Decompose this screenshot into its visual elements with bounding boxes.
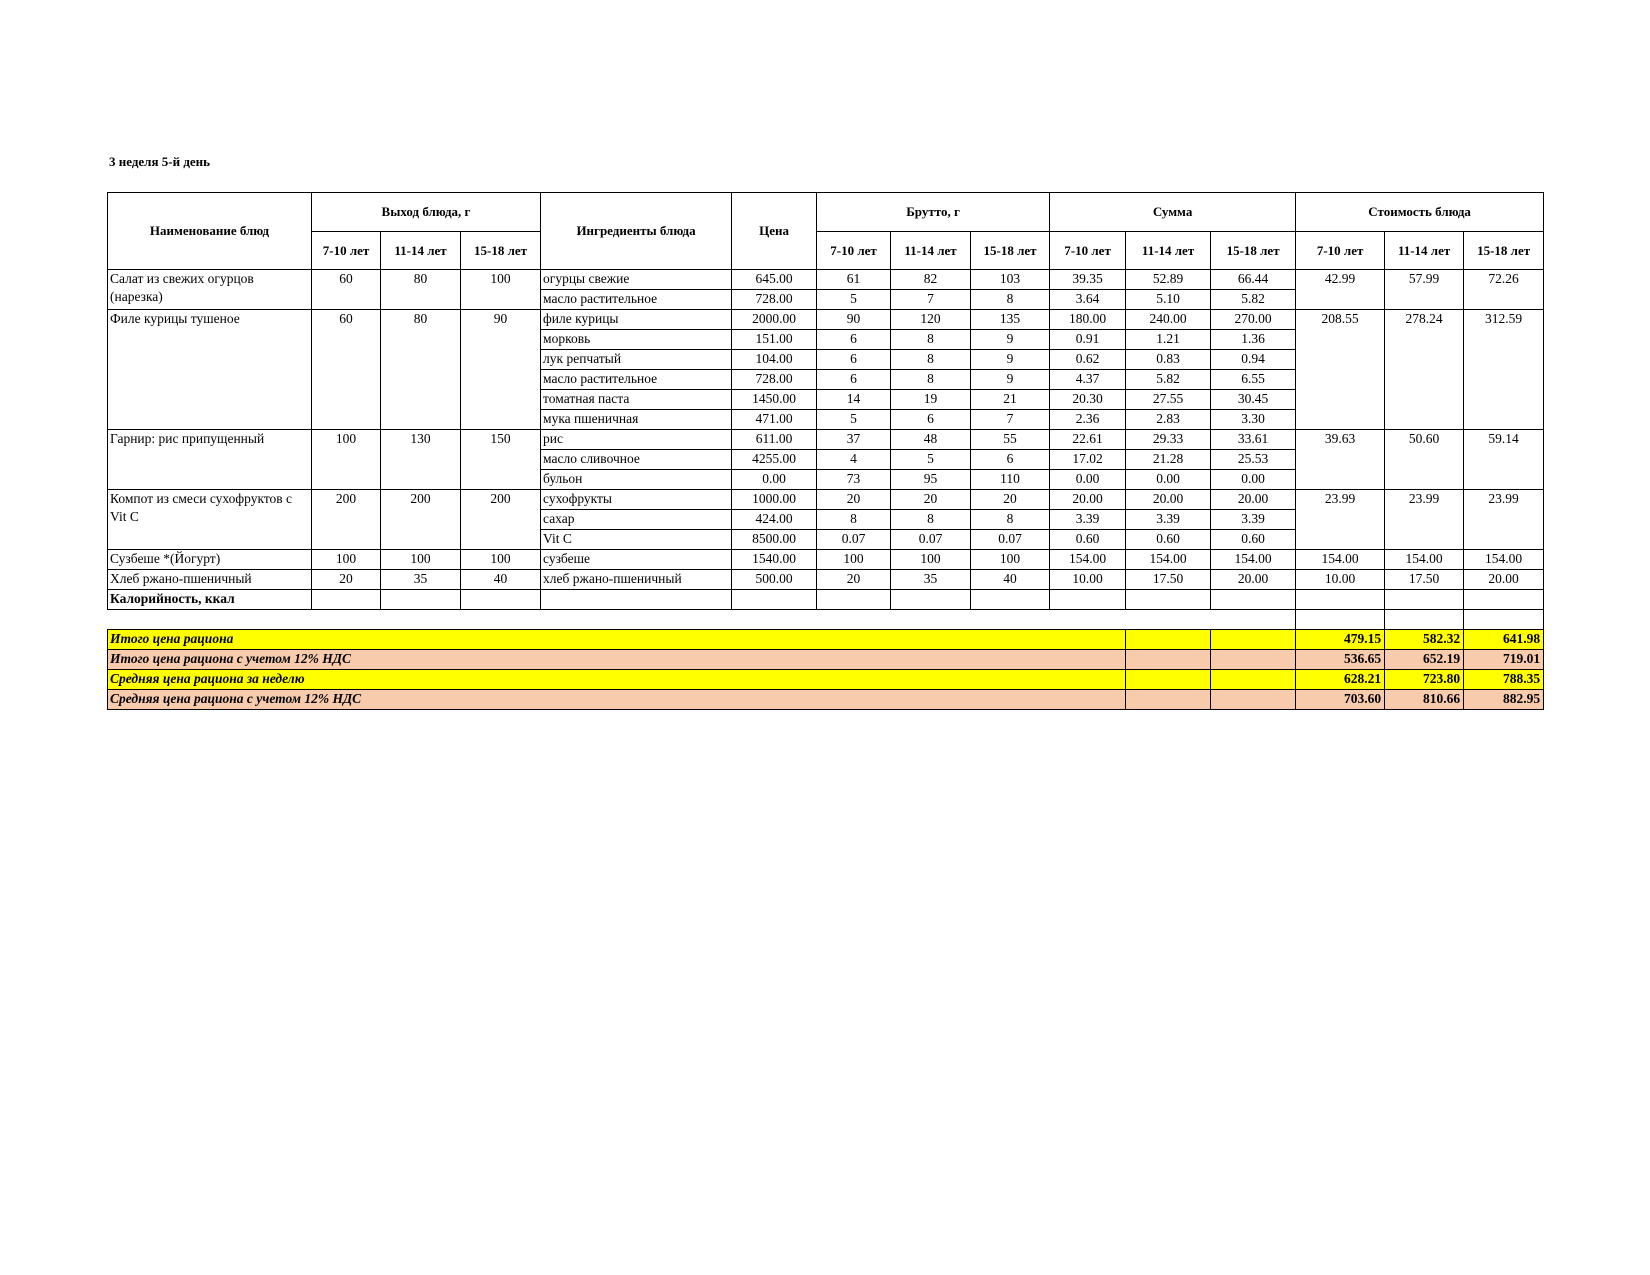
ingredient-sum: 17.02 <box>1050 450 1126 470</box>
dish-yield: 80 <box>381 310 461 430</box>
ingredient-brutto: 120 <box>891 310 971 330</box>
ingredient-brutto: 5 <box>817 290 891 310</box>
calories-cell <box>381 590 461 610</box>
calories-cell <box>541 590 732 610</box>
ingredient-sum: 1.21 <box>1126 330 1211 350</box>
menu-table <box>107 192 1544 710</box>
header-age: 7-10 лет <box>1296 232 1385 270</box>
ingredient-name: Vit C <box>541 530 732 550</box>
spacer-row <box>108 610 1544 630</box>
table-row <box>108 270 1544 290</box>
ingredient-brutto: 40 <box>971 570 1050 590</box>
ingredient-name: хлеб ржано-пшеничный <box>541 570 732 590</box>
calories-cell <box>732 590 817 610</box>
dish-name: Компот из смеси сухофруктов с Vit C <box>108 490 312 550</box>
ingredient-brutto: 8 <box>891 510 971 530</box>
ingredient-sum: 33.61 <box>1211 430 1296 450</box>
ingredient-sum: 5.82 <box>1211 290 1296 310</box>
ingredient-brutto: 48 <box>891 430 971 450</box>
header-age: 11-14 лет <box>891 232 971 270</box>
dish-cost: 42.99 <box>1296 270 1385 310</box>
ingredient-brutto: 6 <box>817 370 891 390</box>
summary-value: 882.95 <box>1464 690 1544 710</box>
ingredient-sum: 4.37 <box>1050 370 1126 390</box>
ingredient-price: 500.00 <box>732 570 817 590</box>
ingredient-brutto: 19 <box>891 390 971 410</box>
dish-yield: 100 <box>461 550 541 570</box>
ingredient-sum: 29.33 <box>1126 430 1211 450</box>
header-price: Цена <box>732 193 817 270</box>
ingredient-sum: 0.94 <box>1211 350 1296 370</box>
summary-value: 536.65 <box>1296 650 1385 670</box>
calories-cell <box>1464 590 1544 610</box>
ingredient-brutto: 8 <box>971 290 1050 310</box>
dish-yield: 80 <box>381 270 461 310</box>
ingredient-brutto: 100 <box>971 550 1050 570</box>
summary-empty <box>1126 670 1211 690</box>
header-age: 15-18 лет <box>971 232 1050 270</box>
ingredient-brutto: 55 <box>971 430 1050 450</box>
ingredient-brutto: 73 <box>817 470 891 490</box>
ingredient-price: 1000.00 <box>732 490 817 510</box>
calories-cell <box>461 590 541 610</box>
ingredient-price: 471.00 <box>732 410 817 430</box>
ingredient-brutto: 8 <box>891 370 971 390</box>
ingredient-brutto: 100 <box>817 550 891 570</box>
summary-value: 652.19 <box>1385 650 1464 670</box>
ingredient-sum: 0.00 <box>1211 470 1296 490</box>
ingredient-brutto: 35 <box>891 570 971 590</box>
header-age: 11-14 лет <box>381 232 461 270</box>
summary-value: 479.15 <box>1296 630 1385 650</box>
dish-cost: 23.99 <box>1296 490 1385 550</box>
calories-cell <box>971 590 1050 610</box>
ingredient-price: 2000.00 <box>732 310 817 330</box>
ingredient-brutto: 135 <box>971 310 1050 330</box>
summary-empty <box>1211 650 1296 670</box>
summary-label: Итого цена рациона с учетом 12% НДС <box>108 650 1126 670</box>
calories-cell <box>1211 590 1296 610</box>
ingredient-price: 4255.00 <box>732 450 817 470</box>
header-cost: Стоимость блюда <box>1296 193 1544 232</box>
summary-empty <box>1126 630 1211 650</box>
spacer-cell <box>108 610 1296 630</box>
ingredient-brutto: 14 <box>817 390 891 410</box>
ingredient-sum: 27.55 <box>1126 390 1211 410</box>
dish-cost: 278.24 <box>1385 310 1464 430</box>
ingredient-sum: 3.39 <box>1126 510 1211 530</box>
summary-value: 703.60 <box>1296 690 1385 710</box>
ingredient-brutto: 0.07 <box>817 530 891 550</box>
dish-cost: 154.00 <box>1385 550 1464 570</box>
summary-value: 641.98 <box>1464 630 1544 650</box>
ingredient-price: 424.00 <box>732 510 817 530</box>
summary-row <box>108 630 1544 650</box>
table-row <box>108 570 1544 590</box>
spacer-cell <box>1464 610 1544 630</box>
ingredient-brutto: 0.07 <box>891 530 971 550</box>
header-age: 11-14 лет <box>1126 232 1211 270</box>
ingredient-sum: 2.36 <box>1050 410 1126 430</box>
ingredient-sum: 10.00 <box>1050 570 1126 590</box>
ingredient-sum: 0.83 <box>1126 350 1211 370</box>
table-row <box>108 310 1544 330</box>
summary-value: 582.32 <box>1385 630 1464 650</box>
header-brutto: Брутто, г <box>817 193 1050 232</box>
ingredient-brutto: 9 <box>971 350 1050 370</box>
summary-empty <box>1211 630 1296 650</box>
ingredient-sum: 154.00 <box>1126 550 1211 570</box>
dish-cost: 23.99 <box>1385 490 1464 550</box>
ingredient-brutto: 8 <box>891 350 971 370</box>
dish-cost: 39.63 <box>1296 430 1385 490</box>
dish-yield: 90 <box>461 310 541 430</box>
ingredient-sum: 154.00 <box>1050 550 1126 570</box>
ingredient-sum: 6.55 <box>1211 370 1296 390</box>
ingredient-brutto: 0.07 <box>971 530 1050 550</box>
header-age: 15-18 лет <box>461 232 541 270</box>
ingredient-sum: 1.36 <box>1211 330 1296 350</box>
ingredient-sum: 25.53 <box>1211 450 1296 470</box>
ingredient-price: 0.00 <box>732 470 817 490</box>
dish-cost: 312.59 <box>1464 310 1544 430</box>
summary-empty <box>1211 670 1296 690</box>
dish-yield: 130 <box>381 430 461 490</box>
calories-label: Калорийность, ккал <box>108 590 312 610</box>
summary-label: Средняя цена рациона за неделю <box>108 670 1126 690</box>
dish-yield: 100 <box>381 550 461 570</box>
header-age: 7-10 лет <box>312 232 381 270</box>
ingredient-brutto: 100 <box>891 550 971 570</box>
summary-empty <box>1211 690 1296 710</box>
ingredient-sum: 66.44 <box>1211 270 1296 290</box>
ingredient-brutto: 103 <box>971 270 1050 290</box>
ingredient-brutto: 90 <box>817 310 891 330</box>
summary-value: 810.66 <box>1385 690 1464 710</box>
ingredient-name: мука пшеничная <box>541 410 732 430</box>
ingredient-sum: 5.82 <box>1126 370 1211 390</box>
ingredient-name: сахар <box>541 510 732 530</box>
ingredient-sum: 20.00 <box>1050 490 1126 510</box>
ingredient-price: 728.00 <box>732 370 817 390</box>
ingredient-sum: 39.35 <box>1050 270 1126 290</box>
ingredient-brutto: 9 <box>971 370 1050 390</box>
summary-row <box>108 690 1544 710</box>
ingredient-brutto: 9 <box>971 330 1050 350</box>
summary-row <box>108 670 1544 690</box>
dish-cost: 20.00 <box>1464 570 1544 590</box>
ingredient-sum: 52.89 <box>1126 270 1211 290</box>
dish-yield: 200 <box>312 490 381 550</box>
ingredient-sum: 30.45 <box>1211 390 1296 410</box>
ingredient-name: масло растительное <box>541 370 732 390</box>
ingredient-name: филе курицы <box>541 310 732 330</box>
page-title: 3 неделя 5-й день <box>109 154 211 169</box>
calories-cell <box>817 590 891 610</box>
dish-yield: 40 <box>461 570 541 590</box>
dish-cost: 50.60 <box>1385 430 1464 490</box>
ingredient-brutto: 6 <box>891 410 971 430</box>
dish-cost: 57.99 <box>1385 270 1464 310</box>
dish-name: Гарнир: рис припущенный <box>108 430 312 490</box>
ingredient-sum: 154.00 <box>1211 550 1296 570</box>
table-row <box>108 430 1544 450</box>
table-row <box>108 550 1544 570</box>
dish-yield: 100 <box>312 430 381 490</box>
dish-yield: 100 <box>461 270 541 310</box>
summary-value: 723.80 <box>1385 670 1464 690</box>
dish-yield: 35 <box>381 570 461 590</box>
ingredient-sum: 0.00 <box>1050 470 1126 490</box>
ingredient-price: 728.00 <box>732 290 817 310</box>
ingredient-name: масло сливочное <box>541 450 732 470</box>
ingredient-brutto: 6 <box>817 330 891 350</box>
calories-cell <box>1385 590 1464 610</box>
calories-cell <box>1050 590 1126 610</box>
dish-cost: 17.50 <box>1385 570 1464 590</box>
ingredient-brutto: 110 <box>971 470 1050 490</box>
ingredient-name: сузбеше <box>541 550 732 570</box>
dish-name: Салат из свежих огурцов (нарезка) <box>108 270 312 310</box>
dish-name: Хлеб ржано-пшеничный <box>108 570 312 590</box>
dish-name: Сузбеше *(Йогурт) <box>108 550 312 570</box>
ingredient-brutto: 7 <box>891 290 971 310</box>
dish-cost: 59.14 <box>1464 430 1544 490</box>
summary-label: Средняя цена рациона с учетом 12% НДС <box>108 690 1126 710</box>
dish-cost: 154.00 <box>1296 550 1385 570</box>
ingredient-brutto: 20 <box>817 570 891 590</box>
table-row <box>108 490 1544 510</box>
calories-cell <box>312 590 381 610</box>
ingredient-sum: 0.60 <box>1050 530 1126 550</box>
dish-name: Филе курицы тушеное <box>108 310 312 430</box>
spacer-cell <box>1296 610 1385 630</box>
spacer-cell <box>1385 610 1464 630</box>
ingredient-sum: 20.00 <box>1126 490 1211 510</box>
dish-yield: 200 <box>461 490 541 550</box>
ingredient-brutto: 6 <box>971 450 1050 470</box>
dish-yield: 60 <box>312 310 381 430</box>
header-yield: Выход блюда, г <box>312 193 541 232</box>
summary-row <box>108 650 1544 670</box>
ingredient-sum: 22.61 <box>1050 430 1126 450</box>
ingredient-sum: 3.30 <box>1211 410 1296 430</box>
ingredient-brutto: 21 <box>971 390 1050 410</box>
dish-yield: 200 <box>381 490 461 550</box>
ingredient-sum: 20.30 <box>1050 390 1126 410</box>
header-dish: Наименование блюд <box>108 193 312 270</box>
ingredient-price: 151.00 <box>732 330 817 350</box>
summary-value: 788.35 <box>1464 670 1544 690</box>
calories-cell <box>1126 590 1211 610</box>
ingredient-brutto: 8 <box>817 510 891 530</box>
header-age: 7-10 лет <box>817 232 891 270</box>
header-sum: Сумма <box>1050 193 1296 232</box>
ingredient-name: сухофрукты <box>541 490 732 510</box>
ingredient-price: 1540.00 <box>732 550 817 570</box>
header-age: 15-18 лет <box>1464 232 1544 270</box>
ingredient-name: лук репчатый <box>541 350 732 370</box>
ingredient-price: 104.00 <box>732 350 817 370</box>
ingredient-brutto: 37 <box>817 430 891 450</box>
ingredient-sum: 20.00 <box>1211 570 1296 590</box>
ingredient-name: рис <box>541 430 732 450</box>
header-age: 11-14 лет <box>1385 232 1464 270</box>
dish-yield: 20 <box>312 570 381 590</box>
menu-body <box>108 270 1544 710</box>
ingredient-brutto: 20 <box>817 490 891 510</box>
dish-yield: 60 <box>312 270 381 310</box>
ingredient-price: 8500.00 <box>732 530 817 550</box>
ingredient-name: томатная паста <box>541 390 732 410</box>
ingredient-brutto: 95 <box>891 470 971 490</box>
ingredient-sum: 0.91 <box>1050 330 1126 350</box>
calories-cell <box>1296 590 1385 610</box>
ingredient-price: 645.00 <box>732 270 817 290</box>
ingredient-brutto: 61 <box>817 270 891 290</box>
summary-empty <box>1126 690 1211 710</box>
ingredient-brutto: 8 <box>971 510 1050 530</box>
ingredient-sum: 3.39 <box>1050 510 1126 530</box>
ingredient-brutto: 82 <box>891 270 971 290</box>
ingredient-name: бульон <box>541 470 732 490</box>
dish-yield: 100 <box>312 550 381 570</box>
ingredient-name: морковь <box>541 330 732 350</box>
ingredient-sum: 3.64 <box>1050 290 1126 310</box>
header-ingredients: Ингредиенты блюда <box>541 193 732 270</box>
ingredient-brutto: 7 <box>971 410 1050 430</box>
ingredient-brutto: 4 <box>817 450 891 470</box>
ingredient-brutto: 20 <box>891 490 971 510</box>
ingredient-sum: 0.60 <box>1211 530 1296 550</box>
dish-cost: 72.26 <box>1464 270 1544 310</box>
ingredient-sum: 0.00 <box>1126 470 1211 490</box>
ingredient-sum: 21.28 <box>1126 450 1211 470</box>
ingredient-sum: 5.10 <box>1126 290 1211 310</box>
ingredient-brutto: 6 <box>817 350 891 370</box>
ingredient-sum: 2.83 <box>1126 410 1211 430</box>
summary-value: 719.01 <box>1464 650 1544 670</box>
ingredient-brutto: 5 <box>817 410 891 430</box>
ingredient-name: огурцы свежие <box>541 270 732 290</box>
header-age: 7-10 лет <box>1050 232 1126 270</box>
dish-cost: 23.99 <box>1464 490 1544 550</box>
ingredient-price: 1450.00 <box>732 390 817 410</box>
ingredient-sum: 180.00 <box>1050 310 1126 330</box>
ingredient-sum: 270.00 <box>1211 310 1296 330</box>
summary-label: Итого цена рациона <box>108 630 1126 650</box>
ingredient-sum: 0.60 <box>1126 530 1211 550</box>
ingredient-brutto: 20 <box>971 490 1050 510</box>
ingredient-price: 611.00 <box>732 430 817 450</box>
ingredient-name: масло растительное <box>541 290 732 310</box>
dish-cost: 208.55 <box>1296 310 1385 430</box>
header-age: 15-18 лет <box>1211 232 1296 270</box>
ingredient-brutto: 5 <box>891 450 971 470</box>
summary-value: 628.21 <box>1296 670 1385 690</box>
dish-cost: 154.00 <box>1464 550 1544 570</box>
ingredient-sum: 20.00 <box>1211 490 1296 510</box>
summary-empty <box>1126 650 1211 670</box>
dish-cost: 10.00 <box>1296 570 1385 590</box>
ingredient-brutto: 8 <box>891 330 971 350</box>
dish-yield: 150 <box>461 430 541 490</box>
ingredient-sum: 240.00 <box>1126 310 1211 330</box>
calories-row <box>108 590 1544 610</box>
ingredient-sum: 0.62 <box>1050 350 1126 370</box>
ingredient-sum: 17.50 <box>1126 570 1211 590</box>
ingredient-sum: 3.39 <box>1211 510 1296 530</box>
calories-cell <box>891 590 971 610</box>
